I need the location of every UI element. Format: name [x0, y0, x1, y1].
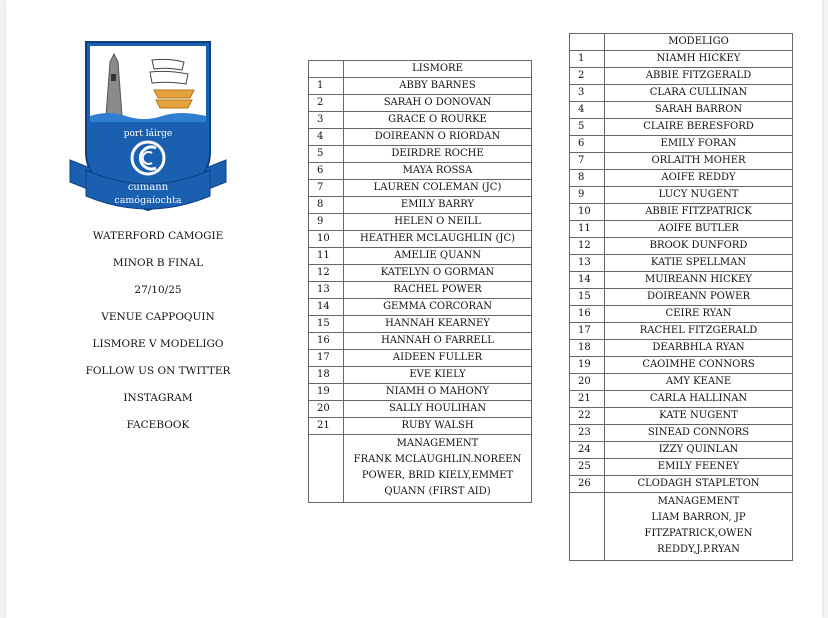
player-row [570, 221, 793, 238]
player-number: 6 [309, 163, 344, 180]
player-row [570, 85, 793, 102]
player-number: 1 [570, 51, 605, 68]
player-row [570, 238, 793, 255]
player-row [309, 78, 532, 95]
player-number: 3 [570, 85, 605, 102]
player-row [570, 459, 793, 476]
player-row [570, 68, 793, 85]
header-blank-cell [570, 34, 605, 51]
waterford-camogie-crest [68, 40, 228, 215]
player-name: SALLY HOULIHAN [344, 401, 532, 418]
player-number: 17 [570, 323, 605, 340]
player-number: 4 [570, 102, 605, 119]
player-row [570, 255, 793, 272]
lismore-team-table [308, 60, 532, 503]
player-number: 5 [570, 119, 605, 136]
info-line: VENUE CAPPOQUIN [101, 311, 215, 323]
player-row [309, 163, 532, 180]
player-row [570, 442, 793, 459]
player-row [570, 476, 793, 493]
info-line: INSTAGRAM [123, 392, 193, 404]
info-line: MINOR B FINAL [112, 257, 204, 269]
player-row [309, 197, 532, 214]
player-number: 2 [570, 68, 605, 85]
player-name: EMILY FORAN [605, 136, 793, 153]
player-name: AMELIE QUANN [344, 248, 532, 265]
management-names: MANAGEMENT LIAM BARRON, JP FITZPATRICK,OWEN REDDY,J.P.RYAN [605, 493, 793, 561]
player-row [309, 299, 532, 316]
player-number: 23 [570, 425, 605, 442]
player-number: 18 [309, 367, 344, 384]
player-row [570, 408, 793, 425]
info-line: WATERFORD CAMOGIE [92, 230, 224, 242]
player-number: 9 [309, 214, 344, 231]
player-number: 11 [570, 221, 605, 238]
team-header-row [309, 61, 532, 78]
player-name: LAUREN COLEMAN (JC) [344, 180, 532, 197]
player-number: 12 [570, 238, 605, 255]
player-row [570, 153, 793, 170]
player-name: IZZY QUINLAN [605, 442, 793, 459]
player-number: 15 [309, 316, 344, 333]
player-row [570, 357, 793, 374]
player-number: 8 [570, 170, 605, 187]
player-row [309, 333, 532, 350]
player-number: 20 [309, 401, 344, 418]
player-number: 4 [309, 129, 344, 146]
svg-text:camógaíochta: camógaíochta [114, 195, 182, 206]
player-name: CARLA HALLINAN [605, 391, 793, 408]
player-row [309, 214, 532, 231]
player-name: DEARBHLA RYAN [605, 340, 793, 357]
player-row [309, 401, 532, 418]
player-name: DOIREANN POWER [605, 289, 793, 306]
player-name: CEIRE RYAN [605, 306, 793, 323]
info-line: FOLLOW US ON TWITTER [85, 365, 231, 377]
player-number: 12 [309, 265, 344, 282]
player-row [309, 248, 532, 265]
player-number: 10 [570, 204, 605, 221]
player-name: RUBY WALSH [344, 418, 532, 435]
player-name: EMILY BARRY [344, 197, 532, 214]
management-blank-cell [570, 493, 605, 561]
player-row [570, 289, 793, 306]
player-row [309, 265, 532, 282]
player-name: CLODAGH STAPLETON [605, 476, 793, 493]
player-name: RACHEL POWER [344, 282, 532, 299]
player-name: KATELYN O GORMAN [344, 265, 532, 282]
player-row [570, 425, 793, 442]
team-name: MODELIGO [605, 34, 793, 51]
player-number: 10 [309, 231, 344, 248]
team-header-row [570, 34, 793, 51]
player-row [570, 136, 793, 153]
player-name: ABBIE FITZPATRICK [605, 204, 793, 221]
player-name: SARAH BARRON [605, 102, 793, 119]
player-name: CLARA CULLINAN [605, 85, 793, 102]
player-row [309, 350, 532, 367]
player-number: 15 [570, 289, 605, 306]
player-number: 9 [570, 187, 605, 204]
player-name: DOIREANN O RIORDAN [344, 129, 532, 146]
player-number: 22 [570, 408, 605, 425]
player-number: 7 [570, 153, 605, 170]
player-row [309, 129, 532, 146]
player-name: AOIFE REDDY [605, 170, 793, 187]
player-name: AOIFE BUTLER [605, 221, 793, 238]
player-number: 11 [309, 248, 344, 265]
player-number: 14 [570, 272, 605, 289]
player-row [309, 384, 532, 401]
player-name: AMY KEANE [605, 374, 793, 391]
header-blank-cell [309, 61, 344, 78]
management-names: MANAGEMENT FRANK MCLAUGHLIN.NOREEN POWER, BRID KIELY,EMMET QUANN (FIRST AID) [344, 435, 532, 503]
management-row [570, 493, 793, 561]
player-name: MAYA ROSSA [344, 163, 532, 180]
player-name: NIAMH O MAHONY [344, 384, 532, 401]
player-row [309, 418, 532, 435]
player-row [570, 119, 793, 136]
management-blank-cell [309, 435, 344, 503]
player-number: 20 [570, 374, 605, 391]
player-row [309, 316, 532, 333]
player-name: BROOK DUNFORD [605, 238, 793, 255]
player-row [570, 340, 793, 357]
team-name: LISMORE [344, 61, 532, 78]
player-name: MUIREANN HICKEY [605, 272, 793, 289]
player-number: 7 [309, 180, 344, 197]
player-row [570, 102, 793, 119]
player-number: 19 [309, 384, 344, 401]
info-line: LISMORE V MODELIGO [92, 338, 224, 350]
svg-text:cumann: cumann [127, 182, 169, 193]
player-name: KATE NUGENT [605, 408, 793, 425]
player-row [309, 112, 532, 129]
svg-text:port láirge: port láirge [123, 129, 173, 139]
player-number: 8 [309, 197, 344, 214]
player-name: HEATHER MCLAUGHLIN (JC) [344, 231, 532, 248]
player-row [309, 282, 532, 299]
player-name: GRACE O ROURKE [344, 112, 532, 129]
player-number: 18 [570, 340, 605, 357]
player-row [570, 391, 793, 408]
player-name: DEIRDRE ROCHE [344, 146, 532, 163]
player-row [570, 374, 793, 391]
player-number: 17 [309, 350, 344, 367]
player-name: EMILY FEENEY [605, 459, 793, 476]
player-number: 24 [570, 442, 605, 459]
document-page [6, 0, 822, 618]
info-line: 27/10/25 [134, 284, 182, 296]
player-name: CLAIRE BERESFORD [605, 119, 793, 136]
player-number: 13 [570, 255, 605, 272]
player-number: 21 [570, 391, 605, 408]
player-number: 6 [570, 136, 605, 153]
player-name: EVE KIELY [344, 367, 532, 384]
player-row [570, 204, 793, 221]
player-number: 19 [570, 357, 605, 374]
modeligo-team-table [569, 33, 793, 561]
player-name: RACHEL FITZGERALD [605, 323, 793, 340]
player-row [309, 146, 532, 163]
player-name: ABBIE FITZGERALD [605, 68, 793, 85]
player-name: SINEAD CONNORS [605, 425, 793, 442]
player-number: 3 [309, 112, 344, 129]
player-number: 5 [309, 146, 344, 163]
player-number: 25 [570, 459, 605, 476]
player-name: GEMMA CORCORAN [344, 299, 532, 316]
player-row [309, 367, 532, 384]
player-name: CAOIMHE CONNORS [605, 357, 793, 374]
player-row [570, 187, 793, 204]
player-row [570, 51, 793, 68]
player-name: HANNAH KEARNEY [344, 316, 532, 333]
player-number: 21 [309, 418, 344, 435]
player-name: HELEN O NEILL [344, 214, 532, 231]
player-name: HANNAH O FARRELL [344, 333, 532, 350]
player-row [309, 231, 532, 248]
management-row [309, 435, 532, 503]
player-number: 16 [309, 333, 344, 350]
player-name: SARAH O DONOVAN [344, 95, 532, 112]
player-number: 26 [570, 476, 605, 493]
player-number: 2 [309, 95, 344, 112]
match-info [68, 228, 248, 444]
player-number: 1 [309, 78, 344, 95]
player-row [309, 95, 532, 112]
player-row [570, 306, 793, 323]
player-number: 14 [309, 299, 344, 316]
player-row [570, 170, 793, 187]
player-name: KATIE SPELLMAN [605, 255, 793, 272]
player-number: 16 [570, 306, 605, 323]
player-name: NIAMH HICKEY [605, 51, 793, 68]
player-name: LUCY NUGENT [605, 187, 793, 204]
player-row [570, 272, 793, 289]
player-row [309, 180, 532, 197]
player-name: ORLAITH MOHER [605, 153, 793, 170]
player-number: 13 [309, 282, 344, 299]
player-name: ABBY BARNES [344, 78, 532, 95]
info-line: FACEBOOK [126, 419, 190, 431]
player-name: AIDEEN FULLER [344, 350, 532, 367]
player-row [570, 323, 793, 340]
